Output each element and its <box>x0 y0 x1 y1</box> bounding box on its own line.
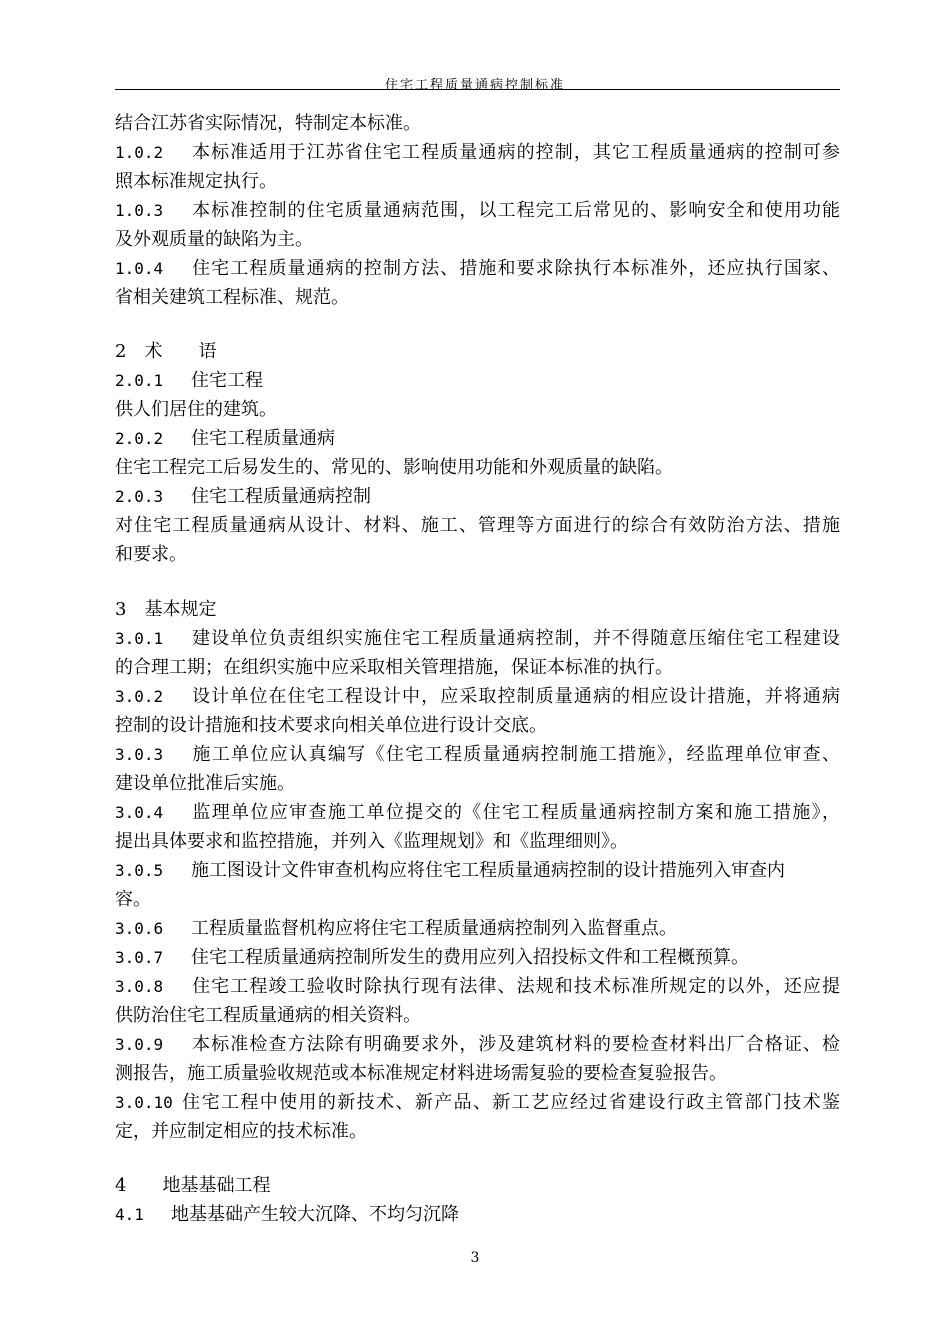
clause-3-0-6 <box>115 917 677 941</box>
section-heading-2: 2 术 语 <box>115 341 217 362</box>
clause-3-0-1 <box>115 627 840 651</box>
page-number: 3 <box>470 1250 480 1266</box>
clause-number: 3.0.1 <box>115 629 164 648</box>
paragraph-line: 的合理工期；在组织实施中应采取相关管理措施，保证本标准的执行。 <box>115 657 673 678</box>
clause-3-0-3 <box>115 743 840 767</box>
clause-number: 4.1 <box>115 1205 144 1224</box>
paragraph-line: 及外观质量的缺陷为主。 <box>115 229 313 250</box>
section-heading-3: 3 基本规定 <box>115 599 217 620</box>
clause-1-0-2 <box>115 141 840 165</box>
clause-number: 3.0.8 <box>115 977 164 996</box>
clause-1-0-3 <box>115 199 840 223</box>
clause-3-0-7 <box>115 946 749 970</box>
clause-4-1 <box>115 1203 459 1227</box>
clause-number: 3.0.2 <box>115 687 164 706</box>
clause-3-0-5 <box>115 859 785 883</box>
clause-text: 本标准适用于江苏省住宅工程质量通病的控制，其它工程质量通病的控制可参 <box>191 142 840 163</box>
paragraph-line: 结合江苏省实际情况，特制定本标准。 <box>115 113 421 134</box>
clause-number: 3.0.6 <box>115 919 164 938</box>
clause-3-0-8 <box>115 975 840 999</box>
clause-3-0-2 <box>115 685 840 709</box>
clause-2-0-1 <box>115 369 263 393</box>
section-heading-4: 4 地基基础工程 <box>115 1175 271 1196</box>
clause-text: 监理单位应审查施工单位提交的《住宅工程质量通病控制方案和施工措施》， <box>191 802 840 823</box>
clause-text: 地基基础产生较大沉降、不均匀沉降 <box>171 1204 459 1225</box>
paragraph-line: 省相关建筑工程标准、规范。 <box>115 287 349 308</box>
clause-number: 3.0.9 <box>115 1035 164 1054</box>
running-header-title: 住宅工程质量通病控制标准 <box>384 78 565 93</box>
clause-number: 3.0.7 <box>115 948 164 967</box>
paragraph-line: 供人们居住的建筑。 <box>115 399 277 420</box>
clause-number: 3.0.10 <box>115 1093 173 1112</box>
clause-2-0-3 <box>115 485 371 509</box>
clause-text: 住宅工程质量通病控制所发生的费用应列入招投标文件和工程概预算。 <box>191 947 749 968</box>
clause-text: 住宅工程质量通病 <box>191 428 335 449</box>
clause-number: 2.0.3 <box>115 487 164 506</box>
clause-text: 设计单位在住宅工程设计中，应采取控制质量通病的相应设计措施，并将通病 <box>191 686 840 707</box>
clause-number: 3.0.3 <box>115 745 164 764</box>
clause-text: 住宅工程竣工验收时除执行现有法律、法规和技术标准所规定的以外，还应提 <box>191 976 840 997</box>
paragraph-line: 供防治住宅工程质量通病的相关资料。 <box>115 1005 421 1026</box>
clause-3-0-9 <box>115 1033 840 1057</box>
paragraph-line: 建设单位批准后实施。 <box>115 773 295 794</box>
paragraph-line: 住宅工程完工后易发生的、常见的、影响使用功能和外观质量的缺陷。 <box>115 457 673 478</box>
clause-text: 工程质量监督机构应将住宅工程质量通病控制列入监督重点。 <box>191 918 677 939</box>
paragraph-line: 定，并应制定相应的技术标准。 <box>115 1121 367 1142</box>
paragraph-line: 容。 <box>115 889 151 910</box>
paragraph-line: 测报告，施工质量验收规范或本标准规定材料进场需复验的要检查复验报告。 <box>115 1063 727 1084</box>
clause-text: 本标准检查方法除有明确要求外，涉及建筑材料的要检查材料出厂合格证、检 <box>191 1034 840 1055</box>
paragraph-line: 提出具体要求和监控措施，并列入《监理规划》和《监理细则》。 <box>115 831 628 852</box>
clause-number: 3.0.5 <box>115 861 164 880</box>
clause-number: 1.0.3 <box>115 201 164 220</box>
clause-3-0-10 <box>115 1091 840 1115</box>
paragraph-line: 和要求。 <box>115 544 187 565</box>
clause-3-0-4 <box>115 801 840 825</box>
clause-number: 1.0.2 <box>115 143 164 162</box>
clause-text: 住宅工程中使用的新技术、新产品、新工艺应经过省建设行政主管部门技术鉴 <box>180 1092 840 1113</box>
clause-text: 建设单位负责组织实施住宅工程质量通病控制，并不得随意压缩住宅工程建设 <box>191 628 840 649</box>
clause-1-0-4 <box>115 257 840 281</box>
clause-text: 住宅工程质量通病控制 <box>191 486 371 507</box>
clause-number: 2.0.1 <box>115 371 164 390</box>
clause-text: 住宅工程 <box>191 370 263 391</box>
clause-text: 本标准控制的住宅质量通病范围，以工程完工后常见的、影响安全和使用功能 <box>191 200 840 221</box>
clause-number: 1.0.4 <box>115 259 164 278</box>
paragraph-line: 控制的设计措施和技术要求向相关单位进行设计交底。 <box>115 715 547 736</box>
clause-text: 施工图设计文件审查机构应将住宅工程质量通病控制的设计措施列入审查内 <box>191 860 785 881</box>
clause-2-0-2 <box>115 427 335 451</box>
clause-number: 2.0.2 <box>115 429 164 448</box>
clause-text: 住宅工程质量通病的控制方法、措施和要求除执行本标准外，还应执行国家、 <box>191 258 840 279</box>
paragraph-line: 对住宅工程质量通病从设计、材料、施工、管理等方面进行的综合有效防治方法、措施 <box>115 515 840 536</box>
header-rule <box>115 89 840 90</box>
paragraph-line: 照本标准规定执行。 <box>115 171 277 192</box>
clause-number: 3.0.4 <box>115 803 164 822</box>
clause-text: 施工单位应认真编写《住宅工程质量通病控制施工措施》，经监理单位审查、 <box>191 744 840 765</box>
